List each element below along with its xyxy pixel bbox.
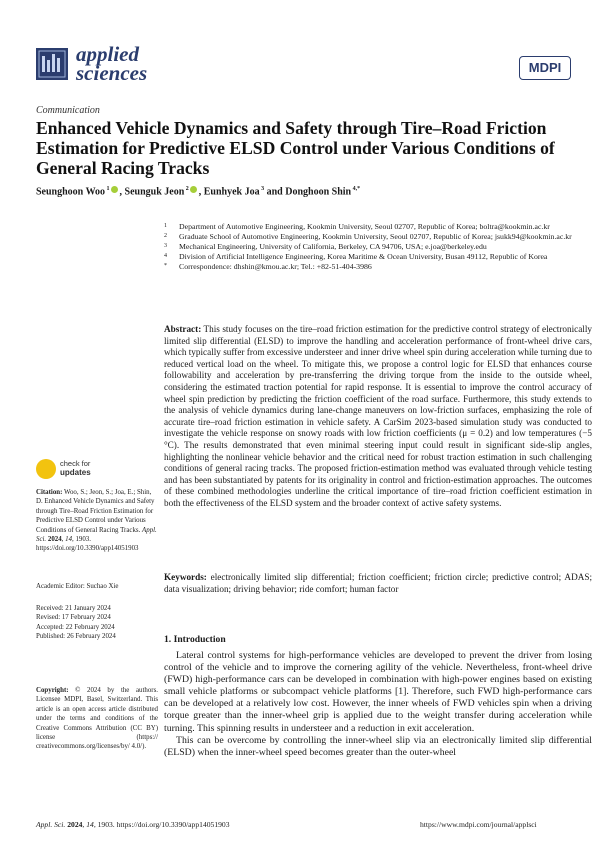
affiliation-item [164,252,584,262]
footer-journal-url[interactable]: https://www.mdpi.com/journal/applsci [420,820,537,829]
date-revised: Revised: 17 February 2024 [36,614,111,622]
footer-citation: Appl. Sci. 2024, 14, 1903. https://doi.org/10.3390/app14051903 [36,820,230,829]
abstract-text: This study focuses on the tire–road friction estimation for the predictive control strategy of electronically limited slip differential (ELSD) to improve the handling and acceleration performance of front-wheel drive cars, which typically suffer from excessive understeer and inner drive wheel spin during acceleration while turning due to reduced vertical load on the wheel. To mitigate this, we propose a control logic for ELSD that enhances course followability and acceleration by pre-transferring the driving torque from the inside to the outside wheel, considering the estimated traction potential for rapid response. It is essential to improve the control accuracy of wheel spin prediction by predicting the friction coefficient of the road surface. Furthermore, this study extends to the analysis of vehicle dynamics during lane-change maneuvers on low-friction surfaces, emphasizing the role of accurate tire–road friction estimation in vehicle safety. A CarSim 2023-based simulation study was conducted to investigate the vehicle response on snowy roads with low friction coefficients (μ = 0.2) and low temperatures (−5 °C). The results demonstrated that even minimal steering input could result in significant side-slip angles, highlighting the nonlinear vehicle behavior and the critical need for robust traction estimation in such challenging conditions of general racing tracks. The proposed friction-estimation method was evaluated through vehicle testing and has been substantiated by patents for its originality in control and friction-estimation approaches. The outcomes of these combined methodologies underline the critical importance of tire–road friction coefficient estimation in both the effectiveness of the ELSD system and the broader context of active safety systems. [164,324,592,508]
intro-paragraph-1: Lateral control systems for high-performance vehicles are developed to prevent the driver from losing control of the vehicle and to improve the cornering agility of the vehicle. Nevertheless, front-wheel drive (FWD) high-performance cars can be developed in combination with high-power engines based on existing small vehicle platforms or subcompact vehicle platforms [1]. Therefore, such FWD high-performance cars can be developed at a relatively low cost. However, the inner wheels of FWD vehicles spin when a driving torque greater than the inner-wheel grip is applied due to the weight transfer during acceleration while turning. This spinning results in understeer and a reduction in exit acceleration. [164,650,592,734]
affiliation-text: Correspondence: dhshin@kmou.ac.kr; Tel.: +82-51-404-3986 [179,262,372,271]
journal-logo [36,48,68,80]
abstract [164,324,592,510]
author-name: Eunhyek Joa [203,186,260,198]
affiliations [164,222,584,272]
affiliation-text: Mechanical Engineering, University of California, Berkeley, CA 94706, USA; e.joa@berkeley.edu [179,242,487,251]
author-affiliation-marker: 3 [259,186,265,192]
author-affiliation-marker: 1 [105,186,110,192]
author-name: Seunghoon Woo [36,186,106,198]
footer-journal: Appl. Sci. [36,820,66,829]
affiliation-item [164,222,584,232]
footer-volume: 14 [86,820,94,829]
journal-name-line2: sciences [76,61,148,85]
citation-text: Woo, S.; Jeon, S.; Joa, E.; Shin, D. Enhanced Vehicle Dynamics and Safety through Tire–Road Friction Estimation for Predictive ELSD Control under Various Conditions of General Racing Tracks. [36,489,155,534]
footer-year: 2024 [67,820,83,829]
footer-doi[interactable]: , 1903. https://doi.org/10.3390/app14051903 [93,820,230,829]
author-name: Seunguk Jeon [124,186,185,198]
date-received: Received: 21 January 2024 [36,605,111,612]
journal-name [76,42,148,85]
introduction-body [164,650,592,759]
date-published: Published: 26 February 2024 [36,633,116,641]
section-heading: 1. Introduction [164,634,226,645]
affiliation-number: 2 [164,233,167,239]
check-updates-icon [36,459,56,479]
copyright-text: © 2024 by the authors. Licensee MDPI, Basel, Switzerland. This article is an open access article distributed under the terms and conditions of the Creative Commons Attribution (CC BY) license (https:// creativecommons.org/licenses/by/ 4.0/). [36,687,158,751]
orcid-icon[interactable] [111,186,118,193]
check-updates-line1: check for [60,459,91,468]
affiliation-item [164,232,584,242]
author-separator: and [264,186,286,198]
date-accepted: Accepted: 22 February 2024 [36,623,115,631]
citation-year: 2024 [47,536,62,544]
author-name: Donghoon Shin [285,186,352,198]
article-type: Communication [36,105,100,116]
citation-journal: Appl. Sci. [36,526,157,544]
intro-paragraph-2: This can be overcome by controlling the inner-wheel slip via an electronically limited slip differential (ELSD) when the inner-wheel speed becomes greater than the outer-wheel [164,734,592,758]
publication-dates [36,604,158,642]
keywords-label: Keywords: [164,572,207,582]
check-for-updates-button[interactable] [36,455,116,483]
affiliation-text: Department of Automotive Engineering, Kookmin University, Seoul 02707, Republic of Korea; boltra@kookmin.ac.kr [179,222,550,231]
affiliation-item [164,262,584,272]
affiliation-text: Graduate School of Automotive Engineering, Kookmin University, Seoul 02707, Republic of Korea; jsukk94@kookmin.ac.kr [179,232,572,241]
orcid-icon[interactable] [190,186,197,193]
affiliation-number: * [164,263,167,269]
author-separator: , [198,186,204,198]
keywords-text: electronically limited slip differential; friction coefficient; friction circle; predictive control; ADAS; data visualization; driving behavior; ride comfort; human factor [164,572,592,594]
citation-doi[interactable]: , 1903. https://doi.org/10.3390/app14051903 [36,536,139,553]
affiliation-text: Division of Artificial Intelligence Engineering, Korea Maritime & Ocean University, Busan 49112, Republic of Korea [179,252,548,261]
affiliation-number: 3 [164,243,167,249]
check-updates-line2: updates [60,468,91,477]
journal-name-line1: applied [76,42,139,66]
affiliation-number: 1 [164,223,167,229]
author-separator: , [119,186,125,198]
keywords [164,572,592,595]
author-list [36,186,576,197]
affiliation-item [164,242,584,252]
author-affiliation-marker: 4,* [351,186,361,192]
publisher-logo: MDPI [519,56,571,80]
copyright-label: Copyright: [36,687,69,694]
article-title: Enhanced Vehicle Dynamics and Safety through Tire–Road Friction Estimation for Predictive ELSD Control under Various Conditions of General Racing Tracks [36,118,555,178]
author-affiliation-marker: 2 [184,186,189,192]
citation-label: Citation: [36,489,63,496]
citation: Citation: Woo, S.; Jeon, S.; Joa, E.; Shin, D. Enhanced Vehicle Dynamics and Safety through Tire–Road Friction Estimation for Predictive ELSD Control under Various Conditions of General Racing Tracks. Appl. Sci. 2024, 14, 1903. https://doi.org/10.3390/app14051903 [36,489,157,553]
license [36,686,158,752]
academic-editor: Academic Editor: Suchao Xie [36,583,119,590]
citation-volume: 14 [65,536,73,544]
affiliation-number: 4 [164,253,167,259]
abstract-label: Abstract: [164,324,202,334]
